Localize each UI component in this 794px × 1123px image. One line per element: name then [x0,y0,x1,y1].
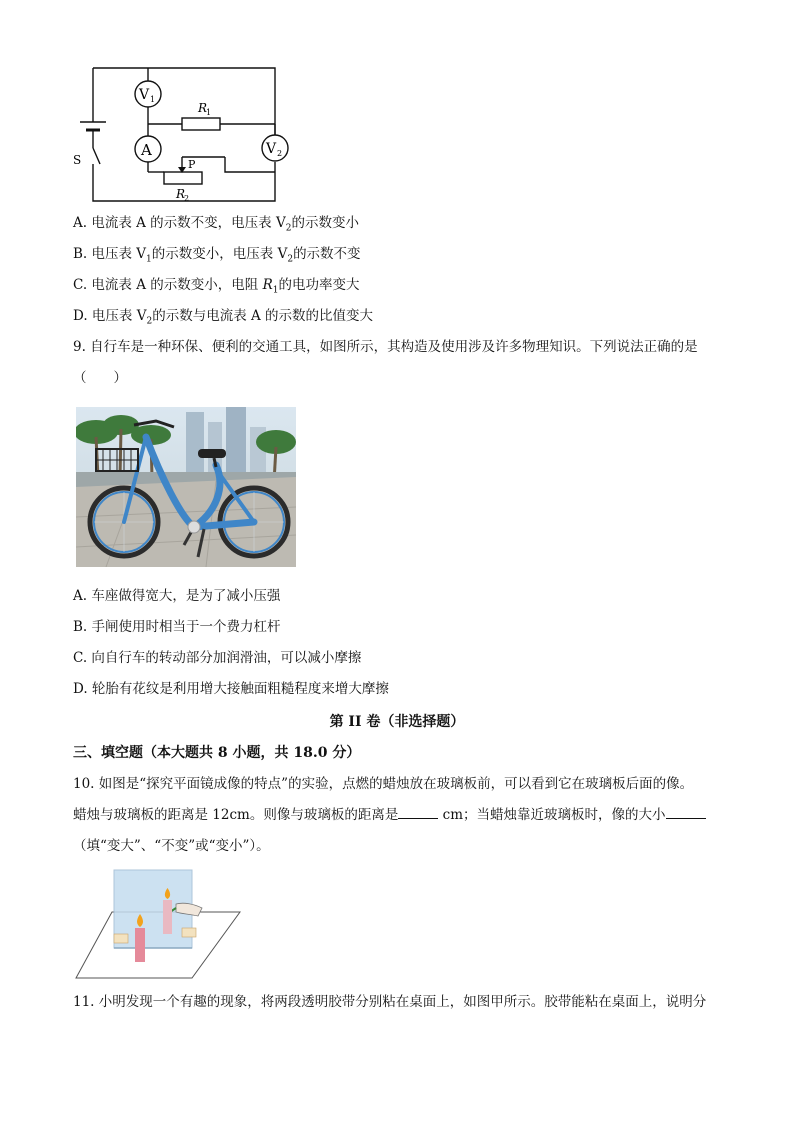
section3-title: 三、填空题（本大题共 8 小题，共 18.0 分） [73,745,361,761]
bicycle-photo [76,407,296,567]
q10-line1: 10. 如图是“探究平面镜成像的特点”的实验，点燃的蜡烛放在玻璃板前，可以看到它在玻璃板后面的像。 [73,776,694,792]
s-label: S [73,153,82,167]
q11-line1: 11. 小明发现一个有趣的现象，将两段透明胶带分别粘在桌面上，如图甲所示。胶带能粘在桌面上，说明分 [73,994,707,1010]
q9-option-b[interactable]: B. 手闸使用时相当于一个费力杠杆 [73,619,281,635]
v1-label: V [139,87,150,103]
q10-line3: （填“变大”、“不变”或“变小”）。 [73,838,270,854]
q10-blank-2[interactable] [666,806,706,819]
circuit-diagram [70,60,300,208]
part2-title: 第 II 卷（非选择题） [329,714,465,730]
v1-sub: 1 [150,95,156,104]
r2-label: R [176,187,186,201]
q8-option-c[interactable]: C. 电流表 A 的示数变小，电阻 $R_1$的电功率变大 [73,277,360,296]
mirror-experiment-figure [72,866,242,982]
q9-stem: 9. 自行车是一种环保、便利的交通工具，如图所示，其构造及使用涉及许多物理知识。下列说法正确的是 [73,339,698,355]
q9-paren: （ ） [73,370,127,386]
a-label: A [141,141,152,159]
q8-option-d[interactable]: D. 电压表 $V_2$的示数与电流表 A 的示数的比值变大 [73,308,374,327]
q9-option-c[interactable]: C. 向自行车的转动部分加润滑油，可以减小摩擦 [73,650,362,666]
q9-option-a[interactable]: A. 车座做得宽大，是为了减小压强 [73,588,281,604]
p-label: P [188,158,196,171]
v2-label: V [266,141,277,157]
v2-sub: 2 [277,149,283,158]
q10-line2: 蜡烛与玻璃板的距离是 12cm。则像与玻璃板的距离是 cm；当蜡烛靠近玻璃板时，像的大小 [73,806,706,824]
q9-option-d[interactable]: D. 轮胎有花纹是利用增大接触面粗糙程度来增大摩擦 [73,681,389,697]
q10-blank-1[interactable] [398,806,438,819]
r1-sub: 1 [206,108,212,117]
q8-option-a[interactable]: A. 电流表 A 的示数不变，电压表 $V_2$的示数变小 [73,215,359,234]
q8-option-b[interactable]: B. 电压表 $V_1$的示数变小，电压表 $V_2$的示数不变 [73,246,361,265]
r2-sub: 2 [184,194,190,203]
r1-label: R [198,101,208,115]
